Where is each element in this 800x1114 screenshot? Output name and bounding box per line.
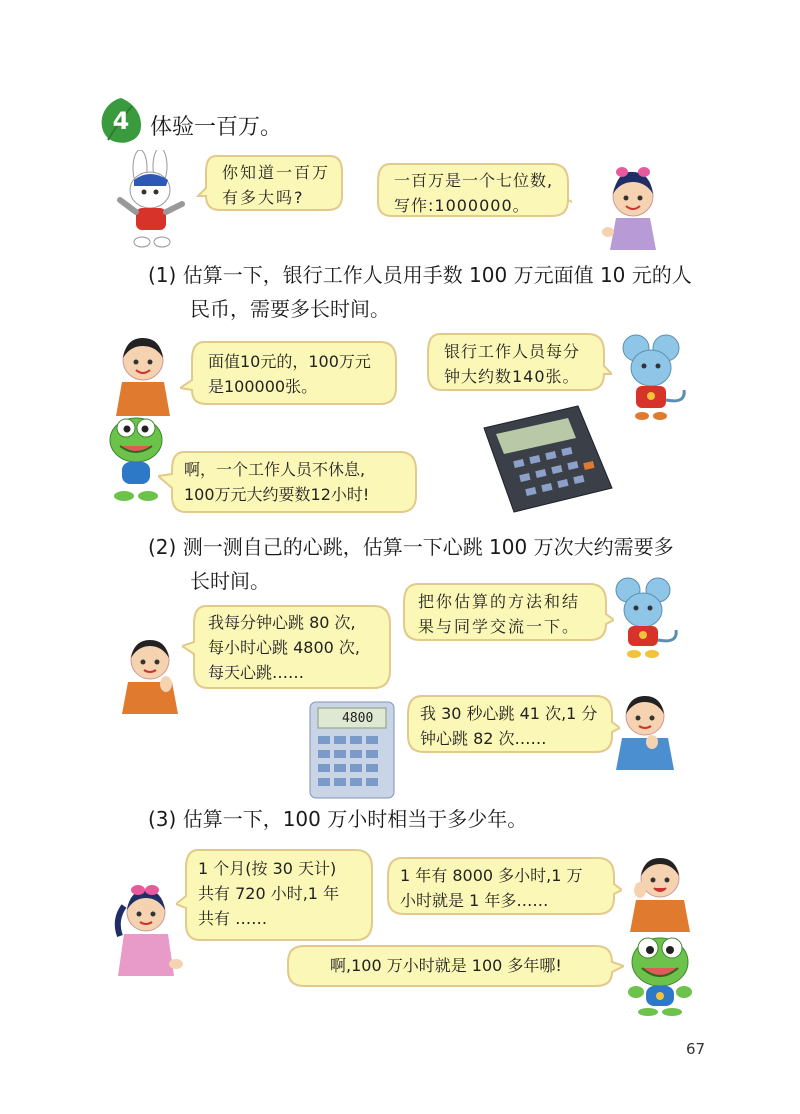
girl-character-icon bbox=[598, 160, 668, 250]
boy-character-icon bbox=[110, 330, 176, 416]
bubble-line: 钟心跳 82 次…… bbox=[420, 729, 547, 748]
bubble-line: 把你估算的方法和结 bbox=[418, 592, 581, 611]
question-3 bbox=[148, 802, 708, 836]
bubble-line: 钟大约数140张。 bbox=[444, 367, 580, 386]
question-label: (1) bbox=[148, 263, 177, 287]
girl-character-icon bbox=[108, 880, 186, 976]
section-number: 4 bbox=[112, 107, 130, 135]
page-number: 67 bbox=[686, 1040, 706, 1058]
bubble-line: 有多大吗? bbox=[222, 188, 305, 207]
bubble-line: 果与同学交流一下。 bbox=[418, 617, 581, 636]
bubble-line: 啊，一个工作人员不休息, bbox=[184, 460, 366, 479]
bubble-line: 每天心跳…… bbox=[208, 663, 305, 682]
speech-bubble-frog bbox=[158, 448, 420, 518]
calculator-icon bbox=[480, 404, 614, 514]
frog-character-icon bbox=[624, 932, 696, 1016]
speech-bubble-boy-2 bbox=[182, 602, 394, 692]
question-label: (2) bbox=[148, 535, 177, 559]
question-text: 估算一下，100 万小时相当于多少年。 bbox=[182, 807, 528, 831]
speech-bubble-rabbit bbox=[196, 152, 346, 216]
mouse-character-icon bbox=[614, 330, 694, 420]
bubble-line: 面值10元的，100万元 bbox=[208, 352, 371, 371]
bubble-line: 啊,100 万小时就是 100 多年哪! bbox=[330, 956, 562, 975]
boy-phone-icon bbox=[626, 850, 692, 932]
speech-bubble-frog-2 bbox=[282, 942, 624, 990]
rabbit-character-icon bbox=[112, 150, 192, 250]
bubble-line: 写作:1000000。 bbox=[394, 196, 530, 215]
bubble-line: 我每分钟心跳 80 次, bbox=[208, 613, 356, 632]
bubble-line: 一百万是一个七位数, bbox=[394, 171, 554, 190]
calculator-icon bbox=[308, 700, 396, 800]
speech-bubble-boy bbox=[180, 338, 400, 410]
bubble-line: 银行工作人员每分 bbox=[444, 342, 581, 361]
bubble-line: 1 个月(按 30 天计) bbox=[198, 859, 337, 878]
bubble-line: 共有 720 小时,1 年 bbox=[198, 884, 340, 903]
speech-bubble-girl-2 bbox=[176, 846, 376, 944]
question-1 bbox=[148, 258, 708, 326]
speech-bubble-mouse-2 bbox=[398, 580, 614, 646]
section-title: 体验一百万。 bbox=[150, 115, 283, 140]
bubble-line: 共有 …… bbox=[198, 909, 268, 928]
boy-character-icon bbox=[612, 688, 678, 770]
calculator-display: 4800 bbox=[342, 711, 374, 726]
bubble-line: 1 年有 8000 多小时,1 万 bbox=[400, 866, 583, 885]
bubble-line: 是100000张。 bbox=[208, 377, 318, 396]
question-text: 估算一下，银行工作人员用手数 100 万元面值 10 元的人 bbox=[182, 263, 692, 287]
bubble-line: 100万元大约要数12小时! bbox=[184, 485, 370, 504]
mouse-character-icon bbox=[608, 574, 684, 660]
question-text: 测一测自己的心跳，估算一下心跳 100 万次大约需要多 bbox=[182, 535, 674, 559]
bubble-line: 每小时心跳 4800 次, bbox=[208, 638, 360, 657]
speech-bubble-mouse bbox=[422, 330, 612, 396]
bubble-line: 你知道一百万 bbox=[222, 163, 331, 182]
bubble-line: 我 30 秒心跳 41 次,1 分 bbox=[420, 704, 598, 723]
speech-bubble-boy-3 bbox=[402, 692, 620, 758]
speech-bubble-boy-4 bbox=[382, 854, 622, 920]
bubble-line: 小时就是 1 年多…… bbox=[400, 891, 549, 910]
question-text: 长时间。 bbox=[190, 569, 270, 593]
boy-thinking-icon bbox=[118, 632, 182, 714]
question-text: 民币，需要多长时间。 bbox=[190, 297, 390, 321]
question-label: (3) bbox=[148, 807, 177, 831]
speech-bubble-girl bbox=[372, 160, 572, 222]
